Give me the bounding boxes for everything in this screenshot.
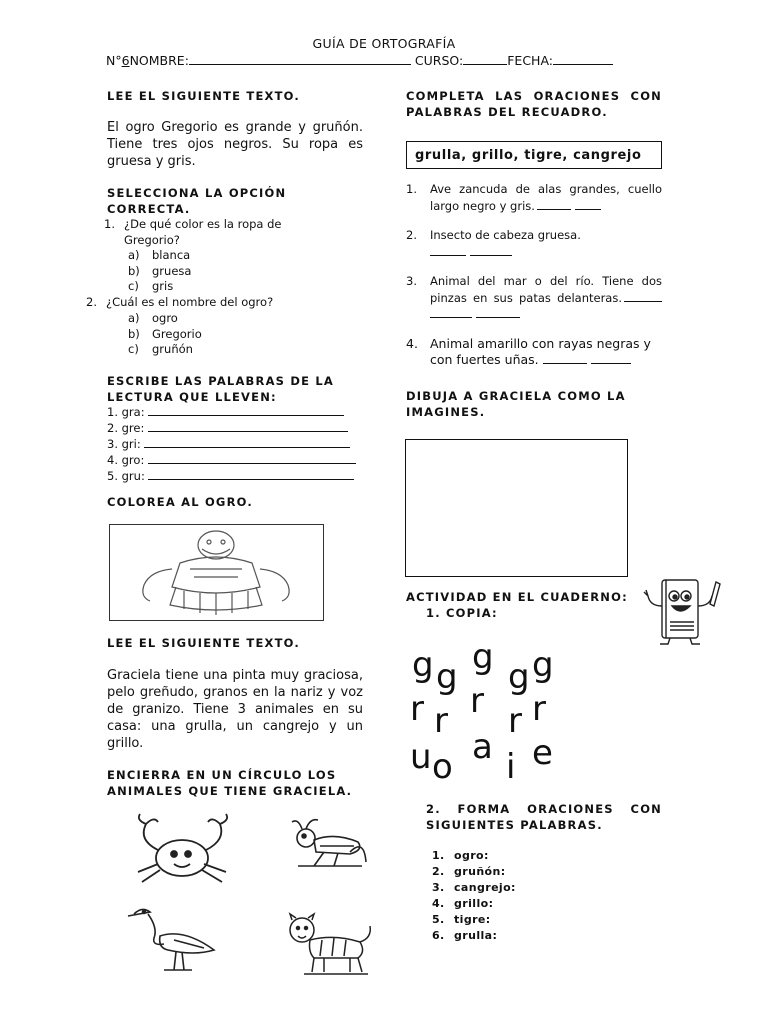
word-box: grulla, grillo, tigre, cangrejo (406, 141, 662, 169)
section-notebook-heading: ACTIVIDAD EN EL CUADERNO: (406, 590, 628, 604)
complete-item-2[interactable]: 2. Insecto de cabeza gruesa. (406, 228, 662, 274)
copy-letter-g-2: g (436, 657, 458, 697)
copy-letter-o: o (432, 747, 453, 787)
section-circle-heading: ENCIERRA EN UN CÍRCULO LOS ANIMALES QUE TIENE GRACIELA. (107, 768, 353, 798)
cricket-image[interactable] (284, 816, 374, 872)
copy-letter-r-2: r (434, 701, 448, 741)
write-item-gri[interactable]: 3. gri: (107, 436, 367, 452)
q2-options (128, 311, 202, 358)
q1-option-a[interactable]: a) blanca (128, 248, 191, 262)
q1-options (128, 248, 191, 295)
copy-letter-r-1: r (410, 689, 424, 729)
crab-image[interactable] (124, 810, 242, 890)
nombre-label: NOMBRE: (129, 53, 189, 68)
cricket-icon (284, 816, 374, 872)
q1-option-b[interactable]: b) gruesa (128, 263, 192, 278)
complete-item-3[interactable]: 3. Animal del mar o del río. Tiene dos pinzas en sus patas delanteras. (406, 274, 662, 336)
q2-number: 2. (86, 295, 97, 309)
nombre-line[interactable] (189, 52, 411, 65)
word-item-grunon[interactable]: 2. gruñón: (432, 865, 506, 878)
q1-option-c[interactable]: c) gris (128, 279, 174, 293)
word-item-ogro[interactable]: 1. ogro: (432, 849, 489, 862)
write-item-gre[interactable]: 2. gre: (107, 420, 367, 436)
section-complete-heading: COMPLETA LAS ORACIONES CON PALABRAS DEL RECUADRO. (406, 89, 662, 119)
word-item-grulla[interactable]: 6. grulla: (432, 929, 498, 942)
copy-letter-r-3: r (470, 681, 484, 721)
q2-option-c[interactable]: c) gruñón (128, 342, 193, 356)
copy-letter-i: i (506, 747, 516, 787)
drawing-box[interactable] (405, 439, 628, 577)
fecha-label: FECHA: (507, 53, 553, 68)
copy-letter-g-5: g (532, 645, 554, 685)
copy-subheading: 1. COPIA: (426, 606, 498, 620)
word-item-grillo[interactable]: 4. grillo: (432, 897, 494, 910)
ogre-drawing-icon (110, 525, 323, 620)
word-item-cangrejo[interactable]: 3. cangrejo: (432, 881, 516, 894)
copy-letter-u: u (410, 737, 432, 777)
curso-line[interactable] (463, 52, 507, 65)
copy-letter-r-4: r (508, 701, 522, 741)
curso-label: CURSO: (414, 53, 464, 68)
section-read2-text: Graciela tiene una pinta muy graciosa, pelo greñudo, granos en la nariz y voz de granizo. Tiene 3 animales en su casa: una grulla, un cangrejo y un grillo. (107, 668, 363, 751)
complete-item-1[interactable]: 1. Ave zancuda de alas grandes, cuello largo negro y gris. (406, 182, 662, 213)
section-write-heading: ESCRIBE LAS PALABRAS DE LA LECTURA QUE LLEVEN: (107, 374, 334, 404)
sentence-words (432, 848, 516, 944)
section-color-heading: COLOREA AL OGRO. (107, 495, 253, 509)
q1-text: ¿De qué color es la ropa de Gregorio? (124, 217, 282, 247)
copy-letter-r-5: r (532, 689, 546, 729)
crane-icon (124, 904, 220, 976)
complete-item-4[interactable]: 4. Animal amarillo con rayas negras y con fuertes uñas. (406, 336, 651, 367)
worksheet-title: GUÍA DE ORTOGRAFÍA (312, 36, 456, 51)
copy-letter-g-1: g (412, 645, 434, 685)
num-value: 6 (121, 53, 130, 68)
write-item-gra[interactable]: 1. gra: (107, 404, 367, 420)
crane-image[interactable] (124, 904, 220, 976)
notebook-character-icon (640, 576, 724, 646)
section-read-text: El ogro Gregorio es grande y gruñón. Tiene tres ojos negros. Su ropa es gruesa y gris. (107, 120, 363, 169)
fecha-line[interactable] (553, 52, 613, 65)
complete-items (406, 182, 662, 376)
tiger-image[interactable] (284, 912, 374, 980)
ogre-image[interactable] (109, 524, 324, 621)
section-select-heading: SELECCIONA LA OPCIÓN CORRECTA. (107, 186, 287, 216)
q1-number: 1. (104, 217, 115, 231)
section-read-heading: LEE EL SIGUIENTE TEXTO. (107, 89, 300, 103)
copy-letter-a: a (472, 727, 493, 767)
copy-letter-e: e (532, 733, 553, 773)
section-read2-heading: LEE EL SIGUIENTE TEXTO. (107, 636, 300, 650)
write-item-gro[interactable]: 4. gro: (107, 452, 367, 468)
copy-letter-g-3: g (472, 637, 494, 677)
section-sentences-heading: 2. FORMA ORACIONES CON SIGUIENTES PALABRAS. (426, 802, 662, 832)
q2-text: ¿Cuál es el nombre del ogro? (106, 295, 274, 309)
crab-icon (124, 810, 242, 890)
write-item-gru[interactable]: 5. gru: (107, 468, 367, 484)
header-fields (106, 52, 613, 68)
tiger-icon (284, 912, 374, 980)
word-item-tigre[interactable]: 5. tigre: (432, 913, 491, 926)
copy-letter-g-4: g (508, 657, 530, 697)
q2-option-b[interactable]: b) Gregorio (128, 326, 202, 341)
q2-option-a[interactable]: a) ogro (128, 311, 178, 325)
write-items (107, 404, 367, 484)
notebook-mascot-image (640, 576, 724, 646)
section-draw-heading: DIBUJA A GRACIELA COMO LA IMAGINES. (406, 389, 626, 419)
num-label: N° (106, 53, 122, 68)
